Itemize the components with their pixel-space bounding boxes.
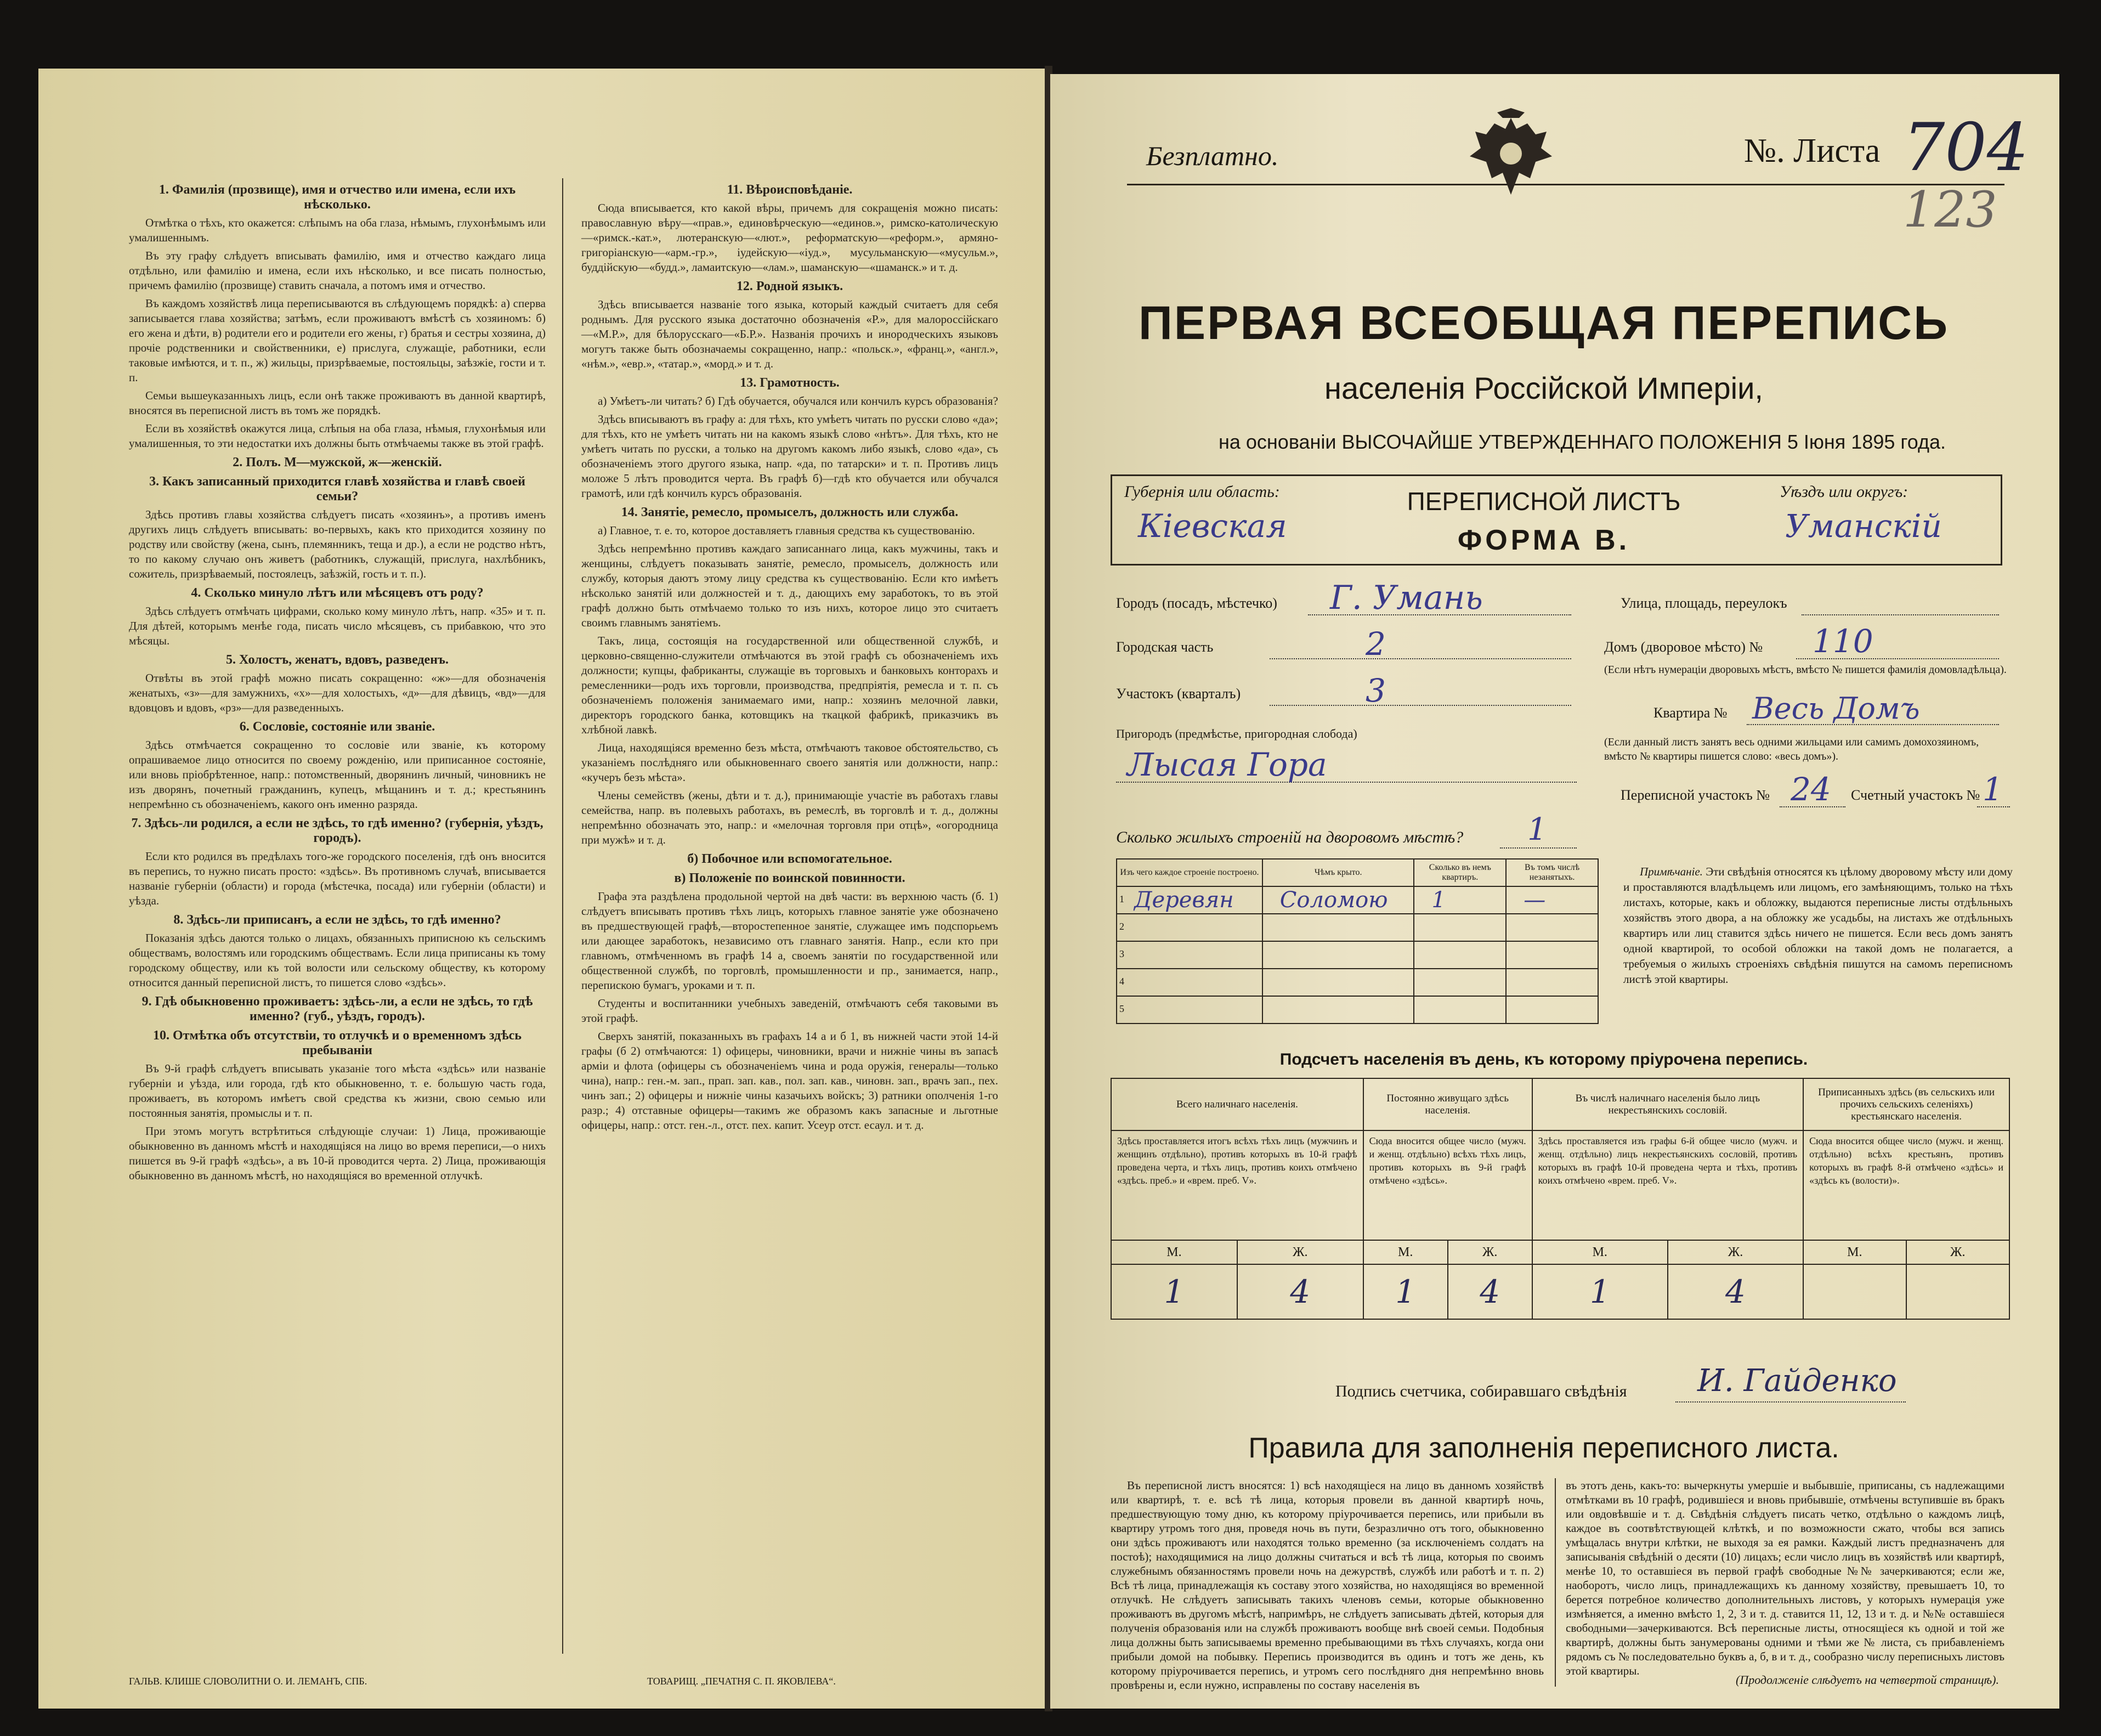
buildings-question: Сколько жилыхъ строеній на дворовомъ мѣстѣ? xyxy=(1116,828,1464,846)
buildings-cell-roof xyxy=(1262,996,1414,1023)
census-basis: на основаніи ВЫСОЧАЙШЕ УТВЕРЖДЕННАГО ПОЛОЖЕНІЯ 5 Іюня 1895 года. xyxy=(1218,431,1946,453)
buildings-value-roof xyxy=(1264,942,1280,968)
printer-footer-left: ГАЛЬВ. КЛИШЕ СЛОВОЛИТНИ О. И. ЛЕМАНЪ, СПБ. xyxy=(129,1676,367,1687)
header-rule xyxy=(1127,184,2004,185)
instruction-paragraph: Лица, находящіяся временно безъ мѣста, отмѣчаютъ таковое обстоятельство, съ указаніемъ послѣдняго или обыкновеннаго своего занятія или должности, напр.: «кучеръ безъ мѣста». xyxy=(581,741,998,784)
population-column-header: Всего наличнаго населенія. xyxy=(1111,1078,1363,1130)
instruction-paragraph: а) Главное, т. е. то, которое доставляетъ главныя средства къ существованію. xyxy=(598,524,975,537)
census-title: ПЕРВАЯ ВСЕОБЩАЯ ПЕРЕПИСЬ xyxy=(1138,297,1950,349)
buildings-cell-material xyxy=(1117,969,1262,996)
buildings-value-roof xyxy=(1264,915,1280,940)
instructions-column-2 xyxy=(581,178,998,1659)
population-sex-header: М. xyxy=(1111,1240,1237,1264)
buildings-cell-apartments xyxy=(1414,941,1506,969)
signature-label: Подпись счетчика, собиравшаго свѣдѣнія xyxy=(1335,1382,1627,1400)
city-label: Городъ (посадъ, мѣстечко) xyxy=(1116,595,1277,611)
buildings-header-roof: Чѣмъ крыто. xyxy=(1262,859,1414,886)
census-area-value: 24 xyxy=(1791,771,1831,808)
instruction-paragraph: Семьи вышеуказанныхъ лицъ, если онѣ также проживаютъ въ данной квартирѣ, вносятся въ переписной листъ въ томъ же порядкѣ. xyxy=(129,389,546,417)
buildings-value-roof xyxy=(1264,970,1280,995)
instruction-paragraph: Въ каждомъ хозяйствѣ лица переписываются въ слѣдующемъ порядкѣ: а) сперва записывается глава хозяйства; затѣмъ, если проживаютъ вмѣстѣ съ хозяиномъ: б) его жена и дѣти, в) родители его и родители его жены, г) братья и сестры хозяина, д) прочіе родственники и свойственники, е) прислуга, служащіе, работники, если таковые имѣются, и т. п., ж) жильцы, призрѣваемые, постояльцы, заѣзжіе, гости и т. п. xyxy=(129,297,546,384)
province-label: Губернія или область: xyxy=(1124,483,1280,501)
instructions-column-1 xyxy=(129,178,546,1659)
buildings-header-material: Изъ чего каждое строеніе построено. xyxy=(1117,859,1262,886)
instruction-heading: 13. Грамотность. xyxy=(740,376,840,390)
instruction-paragraph: Отвѣты въ этой графѣ можно писать сокращенно: «ж»—для обозначенія женатыхъ, «з»—для замужнихъ, «х»—для холостыхъ, «д»—для дѣвицъ, «вд»—для вдовцовъ и вдовъ, «рз»—для разведенныхъ. xyxy=(129,671,546,714)
population-sex-header: Ж. xyxy=(1668,1240,1803,1264)
population-count: 1 xyxy=(1363,1264,1448,1319)
instruction-paragraph: Въ 9-й графѣ слѣдуетъ вписывать указаніе того мѣста «здѣсь» или названіе губерніи и уѣзда, или города, гдѣ кто обыкновенно, т. е. большую часть года, проживаетъ, въ которомъ имѣетъ свой средства къ жизни, свою семью или постоянныя занятія, промыслы и т. п. xyxy=(129,1062,546,1119)
population-sex-header: Ж. xyxy=(1906,1240,2009,1264)
instruction-paragraph: Графа эта раздѣлена продольной чертой на двѣ части: въ верхнюю часть (б. 1) слѣдуетъ вписывать противъ тѣхъ лицъ, которыхъ главное занятіе уже обозначено въ предшествующей графѣ,—второстепенное занятіе, служащее имъ подспорьемъ или дающее заработокъ, независимо отъ главнаго занятія. Напр., если кто при главномъ, отмѣченномъ въ графѣ 14 а, своемъ занятіи по государственной или общественной службѣ, по торговлѣ, промышленности и пр., занимается, напр., перепискою бумагъ, уроками и т. п. xyxy=(581,890,998,992)
province-value: Кіевская xyxy=(1138,507,1287,545)
population-title: Подсчетъ населенія въ день, къ которому пріурочена перепись. xyxy=(1279,1050,1808,1068)
buildings-value-apartments xyxy=(1415,942,1431,968)
form-title-1: ПЕРЕПИСНОЙ ЛИСТЪ xyxy=(1407,487,1681,516)
rules-continued: (Продолженіе слѣдуетъ на четвертой страницѣ). xyxy=(1736,1673,1999,1687)
population-sex-header: Ж. xyxy=(1237,1240,1363,1264)
sheet-number-value-2: 123 xyxy=(1903,181,1997,239)
census-area-label: Переписной участокъ № xyxy=(1621,787,1770,803)
buildings-cell-apartments xyxy=(1414,969,1506,996)
buildings-value-roof xyxy=(1264,997,1280,1022)
buildings-value-material: Деревян xyxy=(1134,887,1234,913)
buildings-row xyxy=(1117,996,1598,1023)
buildings-cell-apartments xyxy=(1414,886,1506,914)
population-count: 1 xyxy=(1111,1264,1237,1319)
instruction-paragraph: Сверхъ занятій, показанныхъ въ графахъ 14 а и б 1, въ нижней части этой 14-й графы (б 2) отмѣчаются: 1) офицеры, чиновники, врачи и нижніе чины въ запасѣ арміи и флота (офицеры съ обозначеніемъ чина и рода оружія, генералы—только чина), напр.: ген.-м. зап., прап. зап. кав., пол. зап. кав., чиновн. зап., врачъ зап., пех. чинъ зап.; 2) офицеры и нижніе чины казачьихъ войскъ; 3) ратники ополченія 1-го разр.; 4) отставные офицеры—такимъ же образомъ какъ запасные и льготные офицеры, напр.: отст. ген.-л., отст. пех. капит. Усеур отст. есаул. и т. д. xyxy=(581,1030,998,1132)
district-label: Уѣздъ или округъ: xyxy=(1780,483,1909,501)
population-column-description: Сюда вносится общее число (мужч. и женщ. отдѣльно) всѣхъ тѣхъ лицъ, противъ которыхъ въ 9-й графѣ отмѣчено «здѣсь». xyxy=(1363,1130,1532,1240)
census-subtitle: населенія Россійской Имперіи, xyxy=(1324,371,1763,405)
row-number: 5 xyxy=(1119,1003,1124,1014)
buildings-value-roof: Соломою xyxy=(1279,887,1388,913)
buildings-cell-empty xyxy=(1506,886,1598,914)
counter-signature: И. Гайденко xyxy=(1697,1363,1897,1399)
apartment-value: Весь Домъ xyxy=(1752,691,1920,726)
buildings-row xyxy=(1117,969,1598,996)
row-number: 2 xyxy=(1119,921,1124,932)
population-table xyxy=(1111,1078,2010,1320)
instruction-paragraph: Если кто родился въ предѣлахъ того-же городского поселенія, гдѣ онъ вносится въ перепись, то нужно писать просто: «здѣсь». Въ противномъ случаѣ, вписывается названіе губерніи (области) и города (мѣстечка, посада) или губерніи (области) и уѣзда. xyxy=(129,850,546,907)
note-block xyxy=(1623,864,2013,987)
instruction-paragraph: Здѣсь вписываютъ въ графу а: для тѣхъ, кто умѣетъ читать по русски слово «да»; для тѣхъ, кто не умѣетъ читать ни на какомъ языкѣ слово «нѣтъ». Для тѣхъ, кто не умѣетъ читать по русски, а только на другомъ какомъ либо языкѣ, слово «да», съ обозначеніемъ этого другого языка, напр. «да, по татарски» и т. п. Противъ лицъ моложе 5 лѣтъ проводится черта. Въ графѣ б)—гдѣ кто обучается или обучался грамотѣ, или гдѣ кончилъ курсъ образованія. xyxy=(581,412,998,500)
instruction-paragraph: Здѣсь противъ главы хозяйства слѣдуетъ писать «хозяинъ», а противъ именъ другихъ лицъ слѣдуетъ вписывать: во-первыхъ, какъ кто приходится хозяину по родству или свойству (жена, сынъ, племянникъ, теща и др.), а если не родство нѣтъ, то по какому случаю онъ живетъ (работникъ, служащій, прислуга, нахлѣбникъ, сожитель, призрѣваемый, постоялецъ, заѣзжій, гость и т. п.). xyxy=(129,508,546,580)
section-label: Участокъ (кварталъ) xyxy=(1116,686,1241,702)
buildings-cell-empty xyxy=(1506,996,1598,1023)
city-value: Г. Умань xyxy=(1330,579,1483,617)
instruction-heading: 3. Какъ записанный приходится главѣ хозяйства и главѣ своей семьи? xyxy=(149,474,525,504)
free-label: Безплатно. xyxy=(1146,140,1279,171)
population-count xyxy=(1906,1264,2009,1319)
instruction-paragraph: Здѣсь слѣдуетъ отмѣчать цифрами, сколько кому минуло лѣтъ, напр. «35» и т. п. Для дѣтей, которымъ менѣе года, писать число мѣсяцевъ, съ прибавкою, что это мѣсяцы. xyxy=(129,604,546,647)
population-count: 1 xyxy=(1532,1264,1668,1319)
instruction-heading: в) Положеніе по воинской повинности. xyxy=(674,871,905,885)
row-number: 3 xyxy=(1119,948,1124,959)
buildings-cell-material xyxy=(1117,996,1262,1023)
buildings-value-empty xyxy=(1507,942,1524,968)
counter-area-value: 1 xyxy=(1983,771,2003,808)
sheet-number-label: №. Листа xyxy=(1744,132,1881,169)
printer-footer-right: ТОВАРИЩ. „ПЕЧАТНЯ С. П. ЯКОВЛЕВА“. xyxy=(647,1676,836,1687)
buildings-cell-roof xyxy=(1262,886,1414,914)
instruction-heading: 9. Гдѣ обыкновенно проживаетъ: здѣсь-ли, а если не здѣсь, то гдѣ именно? (губ., уѣздъ, городъ). xyxy=(141,994,533,1023)
instruction-paragraph: Если въ хозяйствѣ окажутся лица, слѣпыя на оба глаза, нѣмыя, глухонѣмыя или умалишенныя, то эти недостатки ихъ должны быть отмѣчаемы также въ этой графѣ. xyxy=(129,422,546,450)
population-count xyxy=(1803,1264,1906,1319)
apartment-note: (Если данный листъ занятъ весь одними жильцами или самимъ домохозяиномъ, вмѣсто № квартиры пишется слово: «весь домъ»). xyxy=(1604,736,1979,762)
buildings-cell-empty xyxy=(1506,914,1598,941)
section-value: 3 xyxy=(1366,672,1386,709)
buildings-value-apartments xyxy=(1415,915,1431,940)
instruction-heading: б) Побочное или вспомогательное. xyxy=(687,852,892,866)
instruction-paragraph: Здѣсь вписывается названіе того языка, который каждый считаетъ для себя роднымъ. Для русского языка достаточно обозначенія «Р.», для малороссійскаго—«М.Р.», для бѣлорусскаго—«Б.Р.». Названія прочихъ и инородческихъ языковъ могутъ также быть обозначаемы сокращенно, напр.: «польск.», «франц.», «англ.», «нѣм.», «евр.», «татар.», «морд.» и т. д. xyxy=(581,298,998,370)
instruction-heading: 12. Родной языкъ. xyxy=(736,279,843,293)
rules-divider xyxy=(1555,1478,1556,1687)
population-column-header: Приписанныхъ здѣсь (въ сельскихъ или прочихъ сельскихъ селеніяхъ) крестьянскаго населенія. xyxy=(1803,1078,2009,1130)
buildings-cell-apartments xyxy=(1414,914,1506,941)
population-column-header: Постоянно живущаго здѣсь населенія. xyxy=(1363,1078,1532,1130)
population-column-description: Сюда вносится общее число (мужч. и женщ. отдѣльно) всѣхъ крестьянъ, противъ которыхъ въ графѣ 8-й отмѣчено «здѣсь» и «здѣсь къ (волости)». xyxy=(1803,1130,2009,1240)
buildings-cell-material xyxy=(1117,914,1262,941)
buildings-value-empty xyxy=(1507,915,1524,940)
row-number: 1 xyxy=(1119,894,1124,904)
note-title: Примѣчаніе. xyxy=(1640,865,1703,878)
right-page xyxy=(1050,74,2059,1709)
population-column-header: Въ числѣ наличнаго населенія было лицъ некрестьянскихъ сословій. xyxy=(1532,1078,1803,1130)
note-text: Эти свѣдѣнія относятся къ цѣлому дворовому мѣсту или дому и проставляются владѣльцемъ или лицомъ, его замѣняющимъ, только на тѣхъ листахъ, которые, какъ и обложку, выдаются переписные листы отдѣльныхъ хозяйствъ этого двора, а на обложку же усадьбы, на листахъ же отдѣльныхъ квартиръ или лиц ставится здѣсь ничего не пишется. Если весь домъ занятъ одной квартирой, то особой обложки на такой домъ не полагается, а требуемыя о жилыхъ строеніяхъ свѣдѣнія пишутся на самомъ переписномъ листѣ этой квартиры. xyxy=(1623,865,2013,986)
double-headed-eagle-icon xyxy=(1464,107,1558,206)
population-sex-header: Ж. xyxy=(1448,1240,1532,1264)
instruction-paragraph: Въ эту графу слѣдуетъ вписывать фамилію, имя и отчество каждаго лица отдѣльно, или фамилію и имена, если ихъ нѣсколько, и все писать полностью, причемъ фамилію (прозвище) ставить сначала, а потомъ имя и отчество. xyxy=(129,249,546,292)
instruction-paragraph: а) Умѣетъ-ли читать? б) Гдѣ обучается, обучался или кончилъ курсъ образованія? xyxy=(598,394,998,408)
left-page xyxy=(38,69,1047,1709)
buildings-cell-roof xyxy=(1262,914,1414,941)
instruction-heading: 1. Фамилія (прозвище), имя и отчество или имена, если ихъ нѣсколько. xyxy=(158,183,516,212)
population-sex-header: М. xyxy=(1363,1240,1448,1264)
buildings-value-empty: — xyxy=(1524,887,1546,913)
rules-title: Правила для заполненія переписного листа. xyxy=(1248,1432,1839,1464)
instruction-paragraph: Такъ, лица, состоящія на государственной или общественной службѣ, и церковно-священно-служители отмѣчаются въ этой графѣ съ обозначеніемъ ихъ должности; купцы, фабриканты, служащіе въ торговыхъ и банковыхъ конторахъ и ремесленники—родъ ихъ торговли, производства, предпріятія, ремесла и т. п. съ обозначеніемъ положенія занимаемаго ими, напр.: хозяинъ мелочной лавки, директоръ городского банка, котовщикъ на ткацкой фабрикѣ, приказчикъ въ хлѣбной лавкѣ. xyxy=(581,634,998,736)
buildings-value-apartments xyxy=(1415,997,1431,1022)
population-sex-header: М. xyxy=(1532,1240,1668,1264)
instruction-heading: 6. Сословіе, состояніе или званіе. xyxy=(239,720,435,734)
instruction-paragraph: Здѣсь непремѣнно противъ каждаго записаннаго лица, какъ мужчины, такъ и женщины, слѣдуетъ показывать занятіе, ремесло, промыселъ, должность или службу, которыя даютъ этому лицу средства къ существованію. Если кто имѣетъ нѣсколько занятій или должностей и т. д., дающихъ ему заработокъ, то въ этой графѣ должно быть отмѣчаемо только то изъ нихъ, которое лицо это считаетъ своимъ главнымъ занятіемъ. xyxy=(581,542,998,629)
instruction-heading: 7. Здѣсь-ли родился, а если не здѣсь, то гдѣ именно? (губернія, уѣздъ, городъ). xyxy=(131,816,543,845)
buildings-row xyxy=(1117,941,1598,969)
rules-column-2: въ этотъ день, какъ-то: вычеркнуты умершіе и выбывшіе, приписаны, съ надлежащими отмѣтками въ 10 графѣ, родившіеся и вновь прибывшіе, отмѣчены вступившіе въ бракъ или овдовѣвшіе и т. д. Свѣдѣнія слѣдуетъ писать четко, отдѣльно о каждомъ лицѣ, каждое въ соотвѣтствующей клѣткѣ, и по возможности сжато, чтобы вся запись умѣщалась внутри клѣтки, не выходя за ея рамки. Каждый листъ предназначенъ для записыванія свѣдѣній о десяти (10) лицахъ; если число лицъ въ хозяйствѣ или квартирѣ, менѣе 10, то оставшіеся въ первой графѣ свободные №№ зачеркиваются; если же, наоборотъ, число лицъ, принадлежащихъ къ данному хозяйству, превышаетъ 10, то берется потребное количество дополнительныхъ листовъ, у которыхъ нумерація уже измѣняется, а именно вмѣсто 1, 2, 3 и т. д. ставится 11, 12, 13 и т. д. и №№ оставшіеся свободными—зачеркиваются. Всѣ переписные листы, относящіеся къ одной и той же квартирѣ, должны быть занумерованы одними и тѣми же № листа, съ прибавленіемъ рядомъ съ № последовательно буквъ а, б, в и т. д., сообразно числу переписныхъ листовъ этой квартиры. xyxy=(1566,1479,2004,1677)
column-divider xyxy=(562,178,563,1654)
instruction-paragraph: Сюда вписывается, кто какой вѣры, причемъ для сокращенія можно писать: православную вѣру—«прав.», единовѣрческую—«единов.», римско-католическую—«римск.-кат.», лютеранскую—«лют.», реформатскую—«реформ.», армяно-григоріанскую—«арм.-гр.», іудейскую—«іуд.», мусульманскую—«мусульм.», буддійскую—«будд.», ламаитскую—«лам.», шаманскую—«шаманск.» и т. д. xyxy=(581,201,998,274)
city-part-value: 2 xyxy=(1366,625,1386,663)
population-column-description: Здѣсь проставляется итогъ всѣхъ тѣхъ лицъ (мужчинъ и женщинъ отдѣльно), противъ которыхъ въ 10-й графѣ проведена черта, и тѣхъ лицъ, противъ коихъ отмѣчено «здѣсь. преб.» и «врем. преб. V». xyxy=(1111,1130,1363,1240)
buildings-cell-empty xyxy=(1506,941,1598,969)
instruction-heading: 14. Занятіе, ремесло, промыселъ, должность или служба. xyxy=(621,505,959,519)
buildings-row xyxy=(1117,886,1598,914)
buildings-cell-empty xyxy=(1506,969,1598,996)
district-value: Уманскій xyxy=(1785,507,1942,545)
instruction-heading: 10. Отмѣтка объ отсутствіи, то отлучкѣ и о временномъ здѣсь пребываніи xyxy=(153,1028,522,1058)
instruction-paragraph: Отмѣтка о тѣхъ, кто окажется: слѣпымъ на оба глаза, нѣмымъ, глухонѣмымъ или умалишеннымъ. xyxy=(129,216,546,244)
buildings-cell-material xyxy=(1117,886,1262,914)
buildings-cell-apartments xyxy=(1414,996,1506,1023)
counter-area-label: Счетный участокъ № xyxy=(1851,787,1980,803)
instruction-paragraph: Члены семействъ (жены, дѣти и т. д.), принимающіе участіе въ работахъ главы семейства, напр. въ полевыхъ работахъ, въ ремеслѣ, въ торговлѣ и т. д., должны непремѣнно обозначать это, напр.: и «мелочная торговля при отцѣ», «огородница при мужѣ» и т. д. xyxy=(581,789,998,846)
instruction-paragraph: Показанія здѣсь даются только о лицахъ, обязанныхъ приписною къ сельскимъ обществамъ, волостямъ или городскимъ обществамъ. Если лица приписаны къ тому городскому обществу, или къ той волости или сельскому обществу, къ которому относится данный переписной листъ, то пишется слово «здѣсь». xyxy=(129,931,546,989)
apartment-label: Квартира № xyxy=(1653,705,1728,721)
buildings-cell-material xyxy=(1117,941,1262,969)
house-value: 110 xyxy=(1813,623,1873,660)
city-part-label: Городская часть xyxy=(1116,639,1214,655)
population-column-description: Здѣсь проставляется изъ графы 6-й общее число (мужч. и женщ. отдѣльно) лицъ некрестьянскихъ сословій, противъ которыхъ въ графѣ 10-й проведена черта и тѣхъ, противъ коихъ отмѣчено «врем. преб. V». xyxy=(1532,1130,1803,1240)
house-note: (Если нѣтъ нумераціи дворовыхъ мѣстъ, вмѣсто № пишется фамилія домовладѣльца). xyxy=(1604,664,2007,676)
instruction-heading: 2. Полъ. М—мужской, ж—женскій. xyxy=(233,455,442,470)
buildings-value-apartments xyxy=(1415,970,1431,995)
instruction-heading: 5. Холостъ, женатъ, вдовъ, разведенъ. xyxy=(225,653,449,667)
form-title-2: ФОРМА В. xyxy=(1457,524,1630,556)
buildings-value-empty xyxy=(1507,997,1524,1022)
buildings-cell-roof xyxy=(1262,969,1414,996)
instruction-heading: 4. Сколько минуло лѣтъ или мѣсяцевъ отъ роду? xyxy=(191,586,484,600)
instruction-heading: 8. Здѣсь-ли приписанъ, а если не здѣсь, то гдѣ именно? xyxy=(173,913,501,927)
instruction-heading: 11. Вѣроисповѣданіе. xyxy=(727,183,853,197)
population-count: 4 xyxy=(1668,1264,1803,1319)
buildings-cell-roof xyxy=(1262,941,1414,969)
sheet-number-value: 704 xyxy=(1903,110,2029,186)
buildings-table xyxy=(1116,858,1599,1024)
rules-column-1: Въ переписной листъ вносятся: 1) всѣ находящіеся на лицо въ данномъ хозяйствѣ или квартирѣ, т. е. всѣ тѣ лица, которыя провели въ данной квартирѣ ночь, предшествующую тому дню, къ которому пріурочивается перепись, или прибыли въ квартиру утромъ того дня, проведя ночь въ пути, безразлично отъ того, обыкновенно они здѣсь проживаютъ или находятся только временно (за исключеніемъ солдатъ на постоѣ); находящимися на лицо должны считаться и всѣ тѣ лица, которыя по своимъ служебнымъ обязанностямъ провели ночь на дежурствѣ, службѣ или работѣ и т. п. 2) Всѣ тѣ лица, принадлежащія къ составу этого хозяйства, но находящіяся во временной отлучкѣ. Не слѣдуетъ записывать такихъ членовъ семьи, которые обыкновенно проживаютъ въ другомъ мѣстѣ, напримѣръ, не слѣдуетъ записывать дѣтей, которыя для полученія образованія или на службѣ проживаютъ вообще внѣ своей семьи. Подобныя лица должны быть записываемы временно пребывающими въ тѣхъ случаяхъ, когда они прибыли домой на побывку. Перепись производится въ одинъ и тотъ же день, къ которому пріурочивается перепись, и утромъ сего послѣдняго дня непремѣнно вновь провѣрены и, если нужно, исправлены по составу населенія въ xyxy=(1111,1479,1544,1692)
instruction-paragraph: Здѣсь отмѣчается сокращенно то сословіе или званіе, къ которому опрашиваемое лицо относится по своему рожденію, или приписанное состояніе, или вновь пріобрѣтенное, напр.: потомственный, дворянинъ личный, чиновникъ не изъ дворянъ, почетный гражданинъ, купецъ, мѣщанинъ и т. д.; крестьянинъ непремѣнно съ обозначеніемъ, какого онъ именно разряда. xyxy=(129,738,546,811)
instruction-paragraph: При этомъ могутъ встрѣтиться слѣдующіе случаи: 1) Лица, проживающіе обыкновенно въ данномъ мѣстѣ и находящіяся на лицо во время переписи,—о нихъ пишется въ 9-й графѣ «здѣсь», а въ 10-й проводится черта. 2) Лица, проживающія обыкновенно въ данномъ мѣстѣ, но находящіяся во временной отлучкѣ. xyxy=(129,1124,546,1182)
street-label: Улица, площадь, переулокъ xyxy=(1621,595,1787,611)
buildings-value-empty xyxy=(1507,970,1524,995)
house-label: Домъ (дворовое мѣсто) № xyxy=(1604,639,1763,655)
population-sex-header: М. xyxy=(1803,1240,1906,1264)
population-count: 4 xyxy=(1237,1264,1363,1319)
buildings-row xyxy=(1117,914,1598,941)
population-count: 4 xyxy=(1448,1264,1532,1319)
buildings-value-apartments: 1 xyxy=(1431,887,1446,913)
row-number: 4 xyxy=(1119,976,1124,987)
suburb-value: Лысая Гора xyxy=(1127,746,1327,783)
buildings-header-apartments: Сколько въ немъ квартиръ. xyxy=(1414,859,1506,886)
suburb-label: Пригородъ (предмѣстье, пригородная слобода) xyxy=(1116,727,1357,740)
buildings-header-empty: Въ томъ числѣ незанятыхъ. xyxy=(1506,859,1598,886)
instruction-paragraph: Студенты и воспитанники учебныхъ заведеній, отмѣчаютъ себя таковыми въ этой графѣ. xyxy=(581,997,998,1025)
buildings-value: 1 xyxy=(1527,812,1547,847)
